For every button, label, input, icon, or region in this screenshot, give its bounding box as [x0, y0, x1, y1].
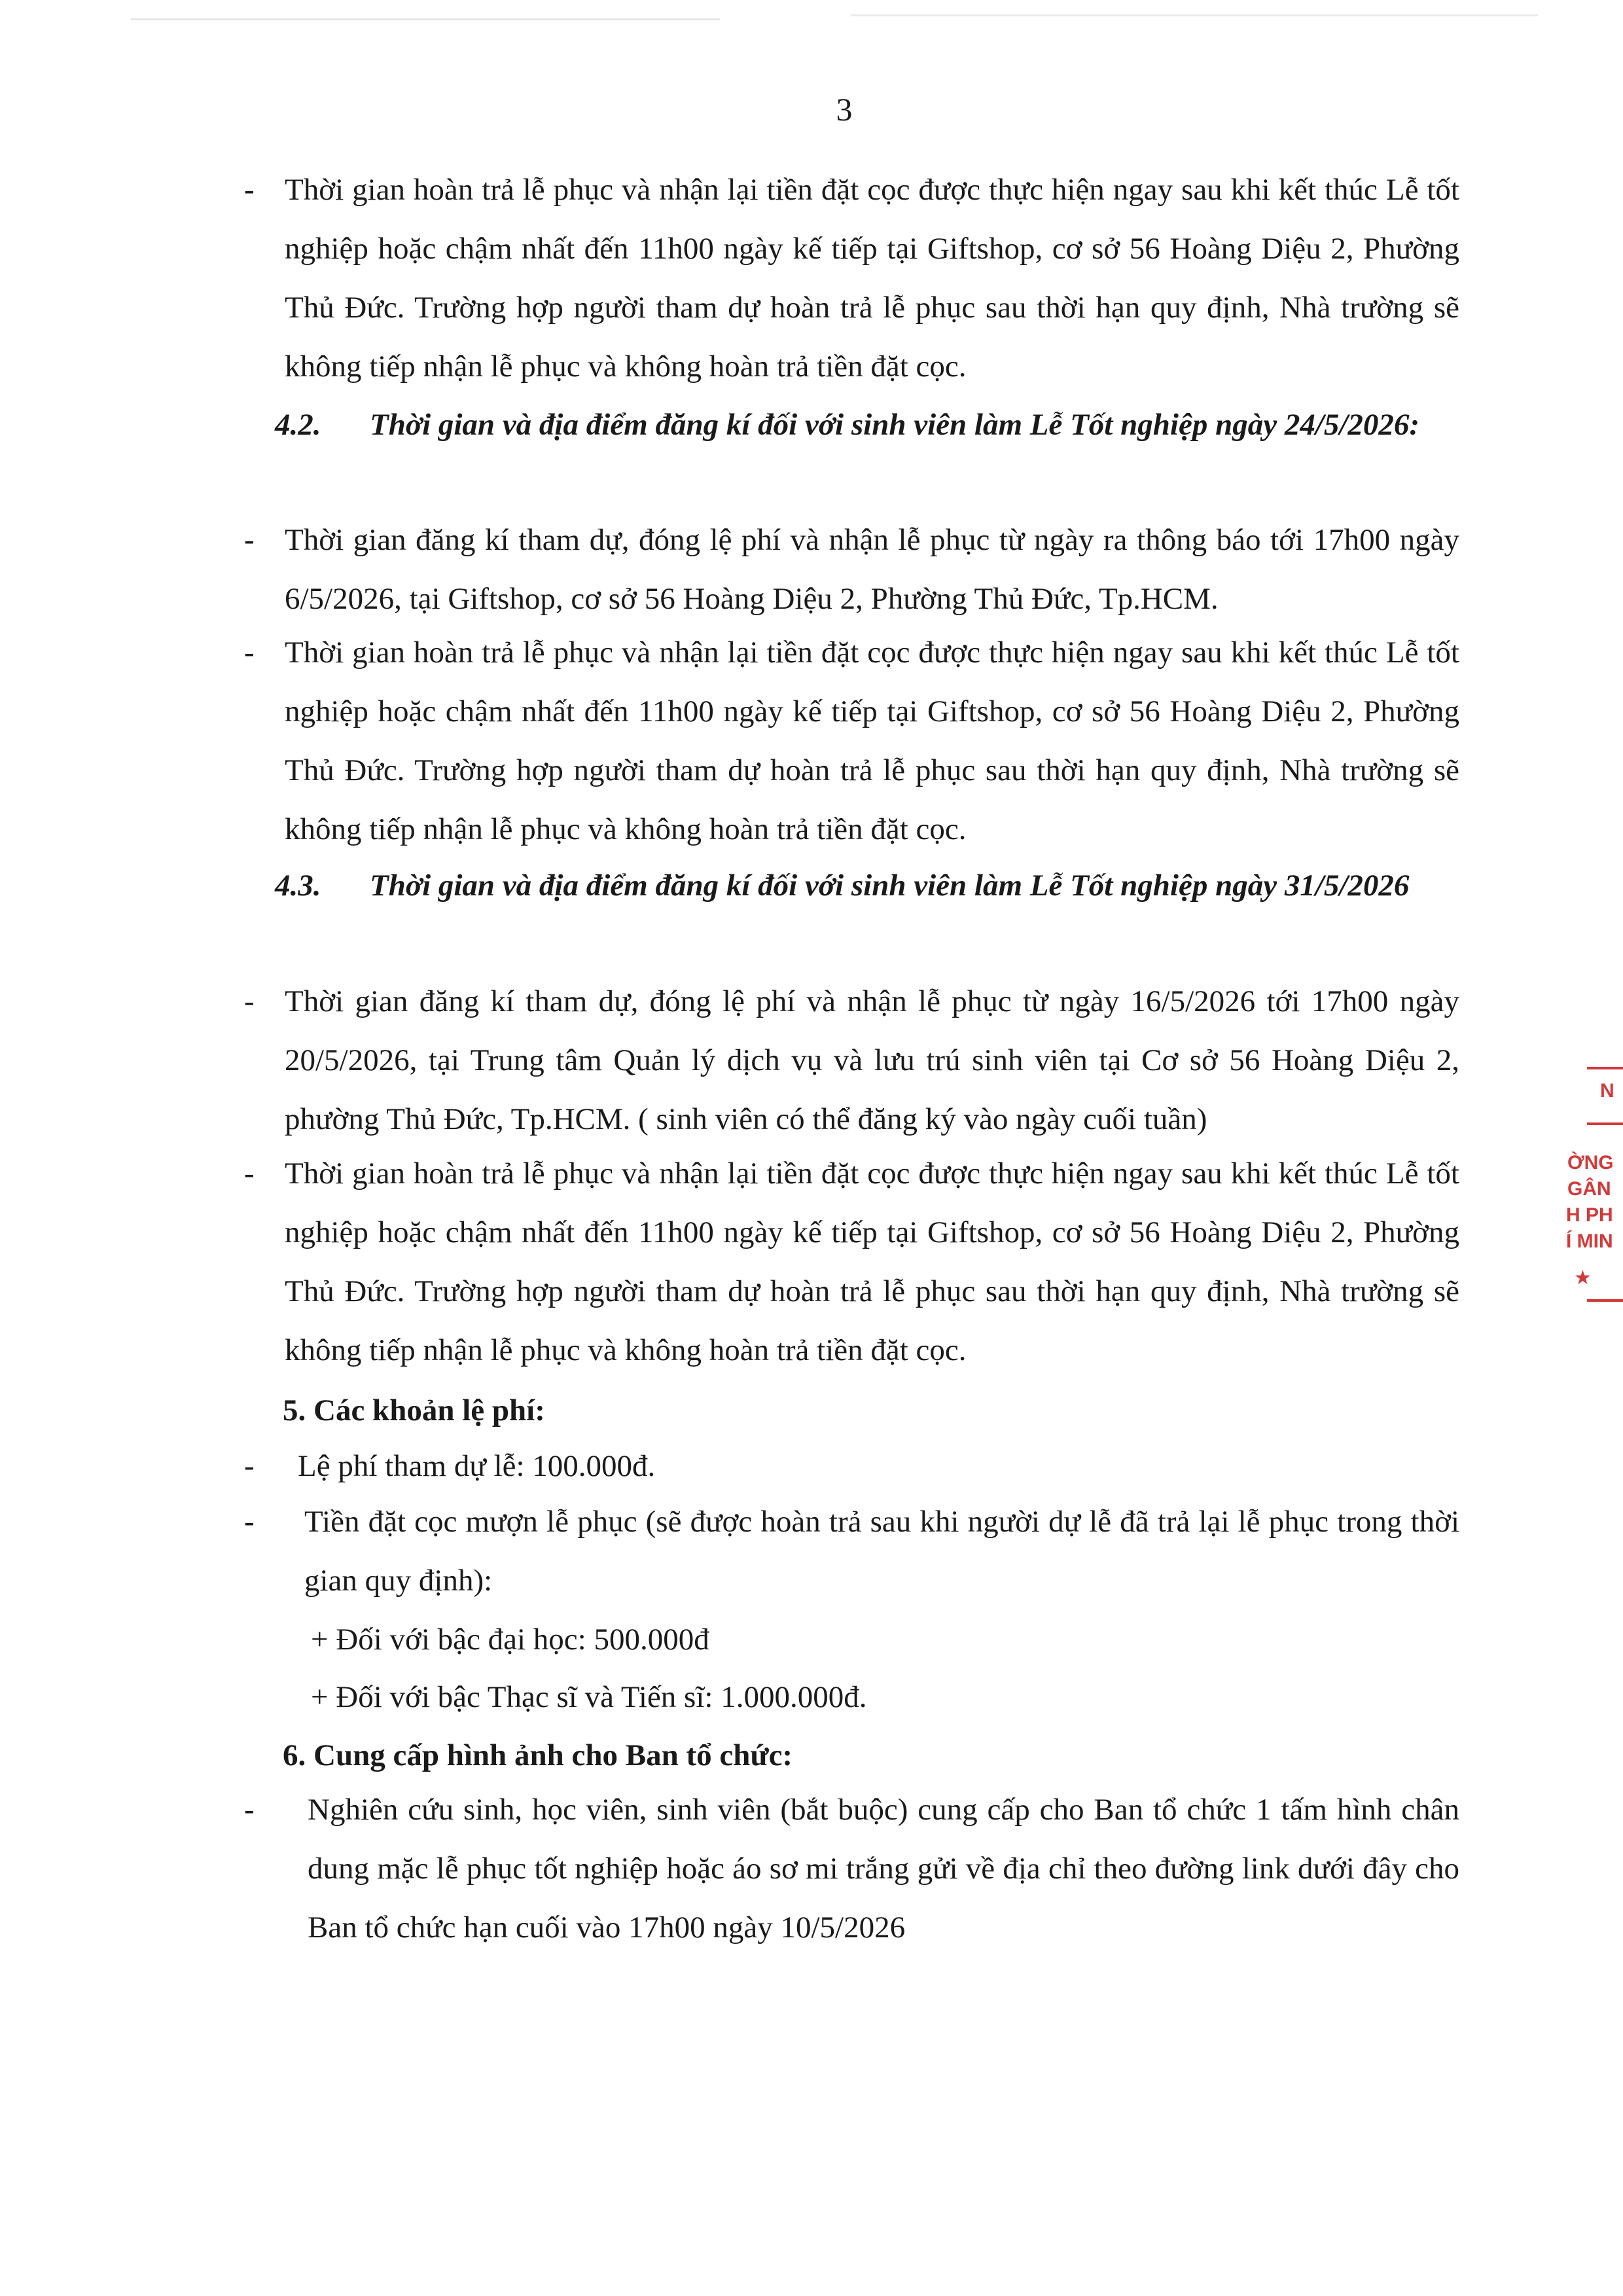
- stamp-line: [1587, 1299, 1623, 1302]
- bullet-dash: -: [244, 1449, 255, 1483]
- list-item: [244, 1144, 1459, 1380]
- list-item: [244, 972, 1459, 1149]
- heading-number: 4.2.: [275, 408, 321, 442]
- bullet-dash: -: [244, 173, 255, 207]
- bullet-dash: -: [244, 984, 255, 1018]
- list-item: [244, 1780, 1459, 1957]
- stamp-star-icon: ★: [1574, 1267, 1592, 1289]
- list-item: [244, 511, 1459, 628]
- list-item: [244, 1437, 1459, 1496]
- stamp-text: H PH: [1566, 1204, 1613, 1226]
- stamp-text: N: [1600, 1080, 1614, 1102]
- scan-artifact: [131, 18, 720, 20]
- list-sub-item: + Đối với bậc Thạc sĩ và Tiến sĩ: 1.000.000đ.: [311, 1680, 867, 1714]
- paragraph-text: Lệ phí tham dự lễ: 100.000đ.: [298, 1449, 656, 1483]
- section-heading-5: 5. Các khoản lệ phí:: [283, 1393, 545, 1427]
- section-heading-6: 6. Cung cấp hình ảnh cho Ban tổ chức:: [283, 1738, 793, 1772]
- stamp-line: [1587, 1067, 1623, 1069]
- page-number: 3: [836, 91, 853, 128]
- bullet-dash: -: [244, 636, 255, 670]
- bullet-dash: -: [244, 1157, 255, 1191]
- list-item: [244, 1492, 1459, 1610]
- heading-text: Thời gian và địa điểm đăng kí đối với sinh viên làm Lễ Tốt nghiệp ngày 31/5/2026: [370, 869, 1410, 903]
- bullet-dash: -: [244, 523, 255, 557]
- paragraph-text: Tiền đặt cọc mượn lễ phục (sẽ được hoàn trả sau khi người dự lễ đã trả lại lễ phục trong thời gian quy định):: [304, 1505, 1459, 1598]
- bullet-dash: -: [244, 1793, 255, 1827]
- heading-number: 4.3.: [275, 869, 321, 903]
- list-item: [244, 160, 1459, 396]
- scan-artifact: [851, 14, 1538, 16]
- paragraph-text: Thời gian đăng kí tham dự, đóng lệ phí và nhận lễ phục từ ngày ra thông báo tới 17h00 ngày 6/5/2026, tại Giftshop, cơ sở 56 Hoàng Diệu 2, Phường Thủ Đức, Tp.HCM.: [285, 523, 1459, 616]
- bullet-dash: -: [244, 1505, 255, 1539]
- heading-text: Thời gian và địa điểm đăng kí đối với sinh viên làm Lễ Tốt nghiệp ngày 24/5/2026:: [370, 408, 1420, 442]
- stamp-text: ỜNG: [1567, 1152, 1614, 1174]
- stamp-line: [1587, 1122, 1623, 1125]
- list-item: [244, 623, 1459, 859]
- stamp-text: GÂN: [1567, 1178, 1611, 1200]
- paragraph-text: Thời gian hoàn trả lễ phục và nhận lại tiền đặt cọc được thực hiện ngay sau khi kết thúc Lễ tốt nghiệp hoặc chậm nhất đến 11h00 ngày kế tiếp tại Giftshop, cơ sở 56 Hoàng Diệu 2, Phường Thủ Đức. Trường hợp người tham dự hoàn trả lễ phục sau thời hạn quy định, Nhà trường sẽ không tiếp nhận lễ phục và không hoàn trả tiền đặt cọc.: [285, 636, 1459, 846]
- list-sub-item: + Đối với bậc đại học: 500.000đ: [311, 1623, 709, 1657]
- paragraph-text: Thời gian hoàn trả lễ phục và nhận lại tiền đặt cọc được thực hiện ngay sau khi kết thúc Lễ tốt nghiệp hoặc chậm nhất đến 11h00 ngày kế tiếp tại Giftshop, cơ sở 56 Hoàng Diệu 2, Phường Thủ Đức. Trường hợp người tham dự hoàn trả lễ phục sau thời hạn quy định, Nhà trường sẽ không tiếp nhận lễ phục và không hoàn trả tiền đặt cọc.: [285, 1157, 1459, 1367]
- official-stamp-fragment: [1561, 1047, 1623, 1355]
- paragraph-text: Nghiên cứu sinh, học viên, sinh viên (bắt buộc) cung cấp cho Ban tổ chức 1 tấm hình chân dung mặc lễ phục tốt nghiệp hoặc áo sơ mi trắng gửi về địa chỉ theo đường link dưới đây cho Ban tổ chức hạn cuối vào 17h00 ngày 10/5/2026: [308, 1793, 1459, 1945]
- paragraph-text: Thời gian hoàn trả lễ phục và nhận lại tiền đặt cọc được thực hiện ngay sau khi kết thúc Lễ tốt nghiệp hoặc chậm nhất đến 11h00 ngày kế tiếp tại Giftshop, cơ sở 56 Hoàng Diệu 2, Phường Thủ Đức. Trường hợp người tham dự hoàn trả lễ phục sau thời hạn quy định, Nhà trường sẽ không tiếp nhận lễ phục và không hoàn trả tiền đặt cọc.: [285, 173, 1459, 384]
- paragraph-text: Thời gian đăng kí tham dự, đóng lệ phí và nhận lễ phục từ ngày 16/5/2026 tới 17h00 ngày 20/5/2026, tại Trung tâm Quản lý dịch vụ và lưu trú sinh viên tại Cơ sở 56 Hoàng Diệu 2, phường Thủ Đức, Tp.HCM. ( sinh viên có thể đăng ký vào ngày cuối tuần): [285, 984, 1459, 1136]
- stamp-text: Í MIN: [1566, 1230, 1613, 1252]
